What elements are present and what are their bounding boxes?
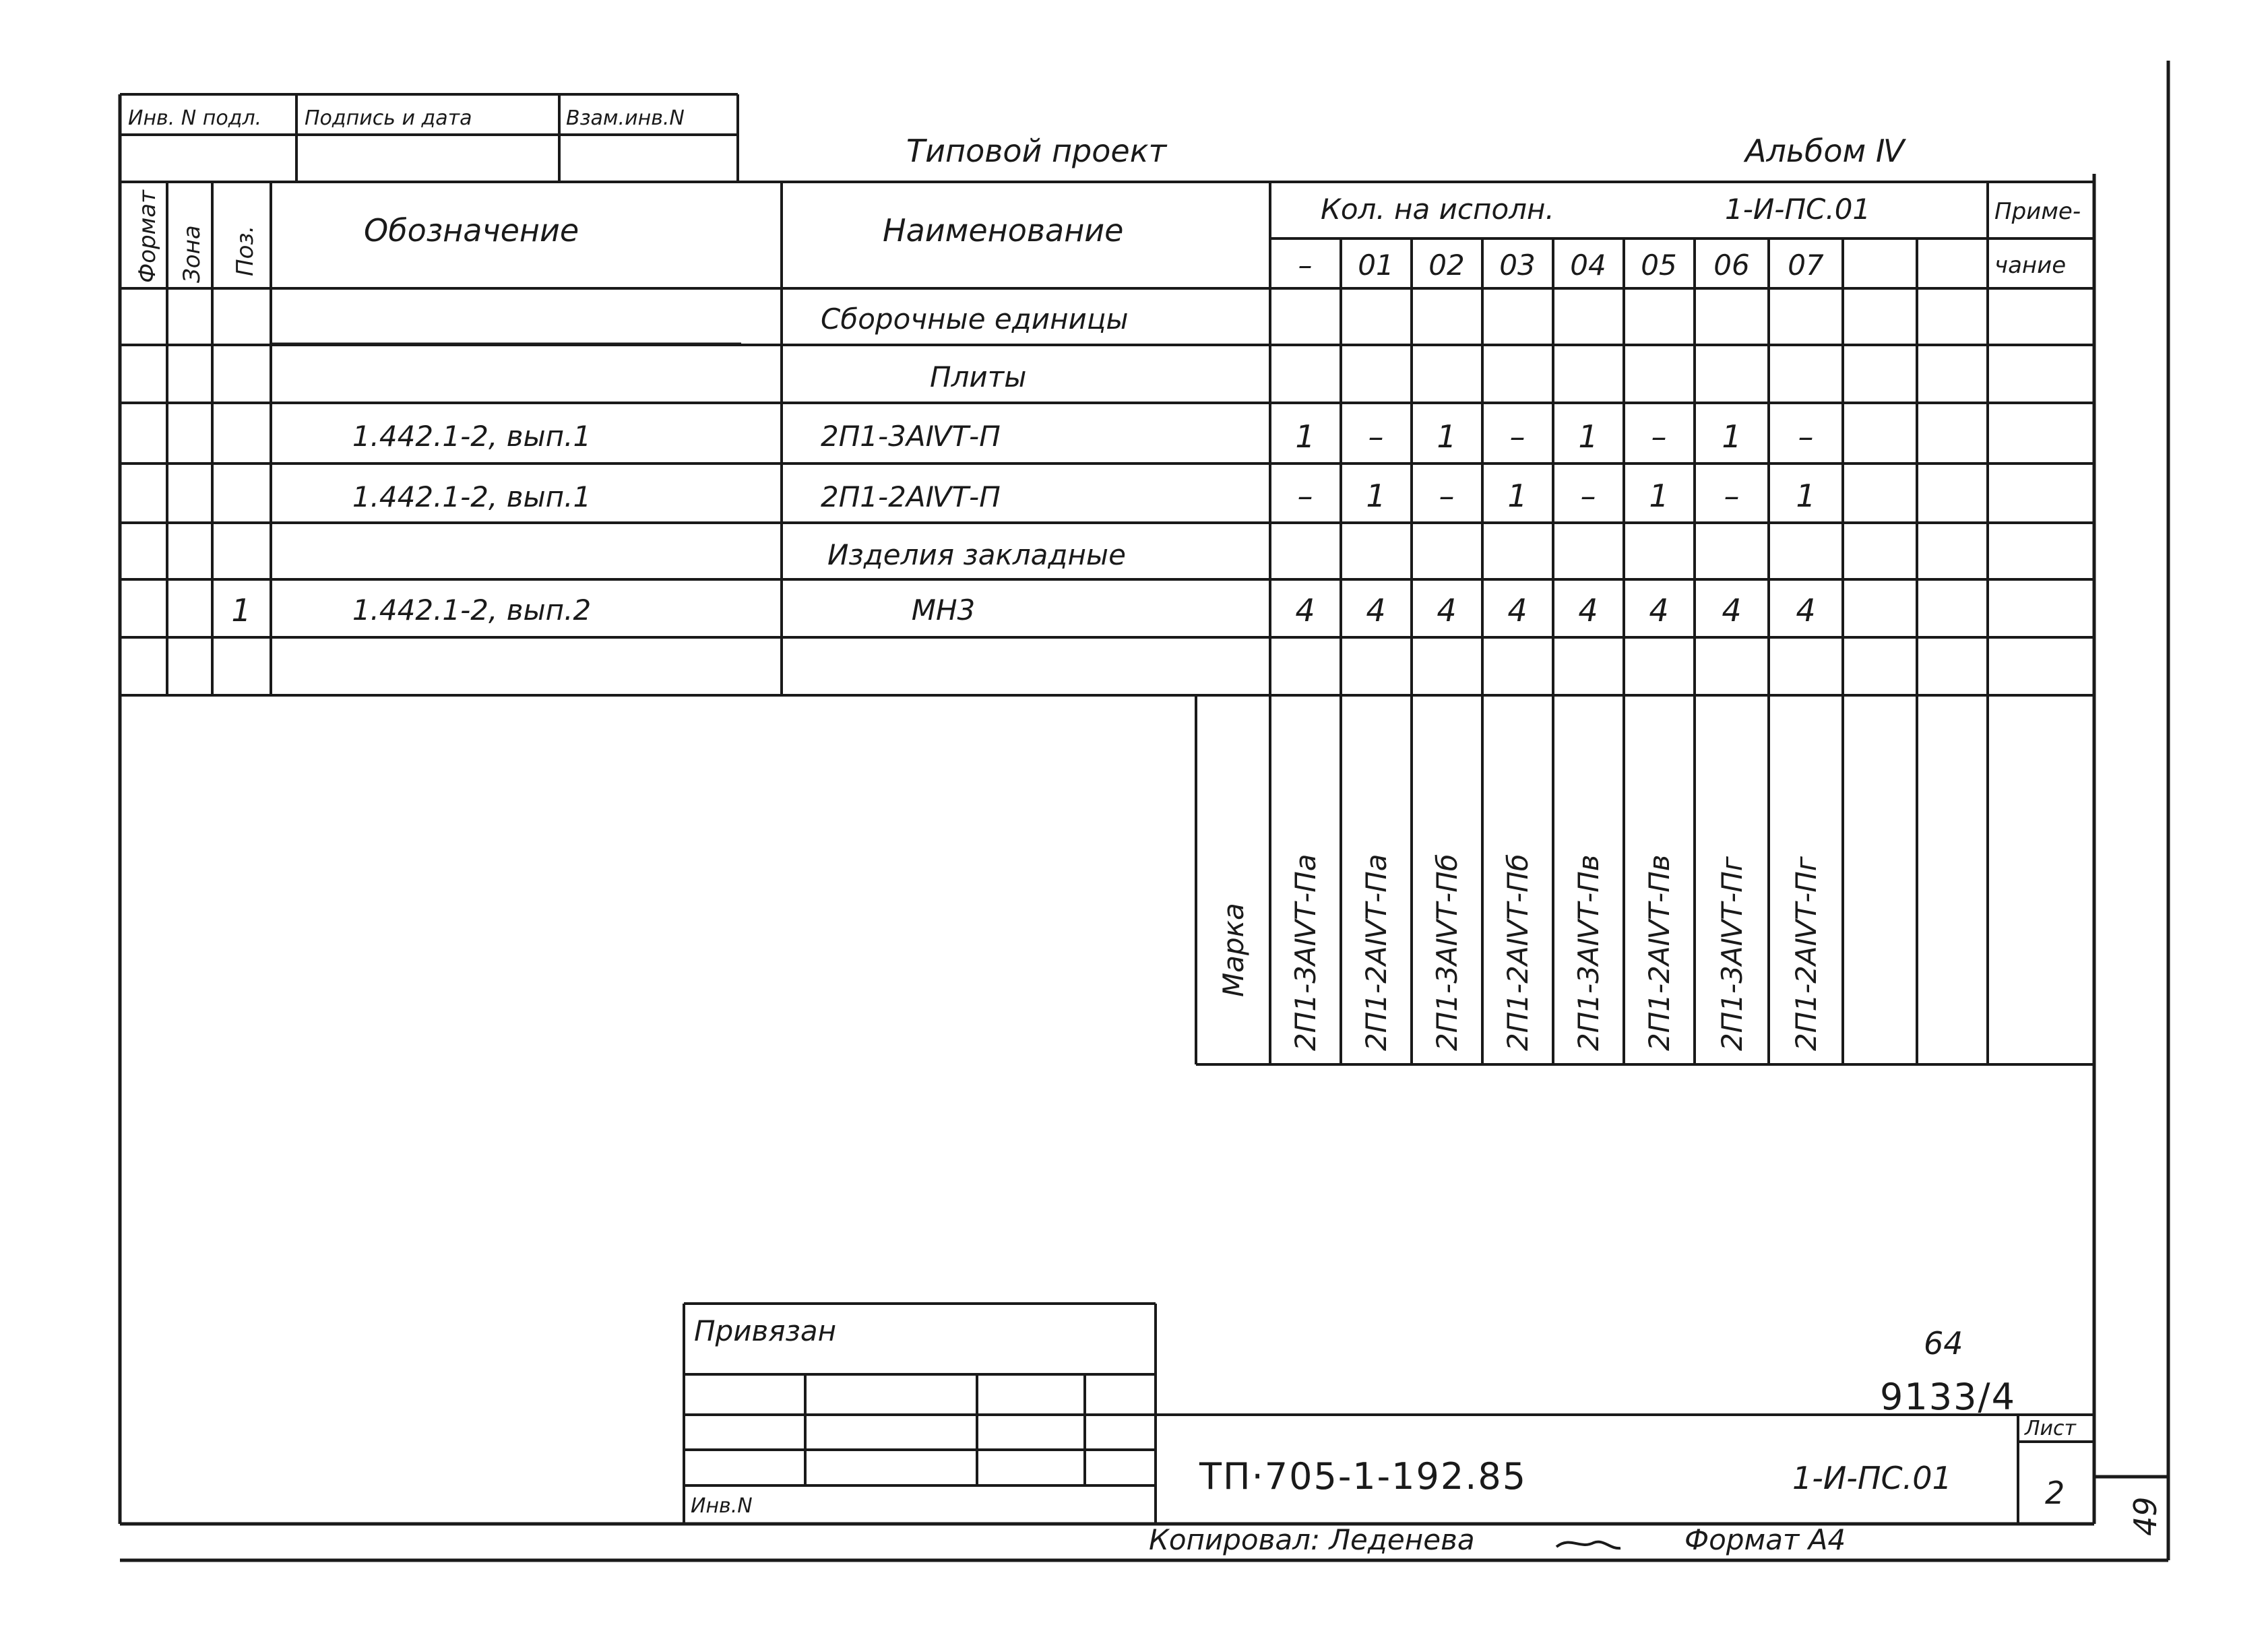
row-qty: 4 [1366, 592, 1386, 629]
row-qty: – [1297, 478, 1313, 514]
variant-header: 07 [1788, 249, 1824, 282]
title-code: ТП·705-1-192.85 [1199, 1455, 1527, 1498]
row-qty: 4 [1649, 592, 1669, 629]
table-row [352, 418, 1814, 455]
row-qty: 4 [1295, 592, 1315, 629]
row-qty: 4 [1722, 592, 1742, 629]
marka-item: 2П1-2АⅣТ-Пв [1643, 854, 1676, 1051]
marka-item: 2П1-3АⅣТ-Па [1289, 854, 1322, 1051]
col-naimenovanie: Наименование [883, 212, 1124, 249]
marka-label: Марка [1217, 903, 1250, 997]
variant-header: – [1298, 249, 1313, 282]
marka-item: 2П1-3АⅣТ-Пг [1715, 856, 1749, 1051]
row-qty: – [1509, 418, 1525, 455]
marka-item: 2П1-2АⅣТ-Па [1360, 854, 1393, 1051]
row-oboznachenie: 1.442.1-2, вып.1 [352, 420, 592, 453]
col-poz: Поз. [232, 225, 259, 276]
row-naimenovanie: Сборочные единицы [821, 302, 1129, 335]
stamp-inv-podl: Инв. N подл. [128, 106, 262, 130]
row-qty: – [1798, 418, 1814, 455]
row-qty: – [1651, 418, 1667, 455]
row-qty: 1 [1722, 418, 1742, 455]
marka-list [1289, 854, 1823, 1051]
table-row [271, 302, 1129, 344]
row-qty: – [1580, 478, 1596, 514]
marka-item: 2П1-3АⅣТ-Пв [1572, 854, 1605, 1051]
header-title: Типовой проект [906, 133, 1167, 169]
row-qty: – [1724, 478, 1740, 514]
variant-header: 01 [1358, 249, 1394, 282]
table-row [231, 592, 1815, 629]
variant-header: 03 [1499, 249, 1536, 282]
row-naimenovanie: 2П1-3АⅣТ-П [821, 420, 1001, 453]
row-qty: 1 [1649, 478, 1669, 514]
format-label: Формат А4 [1684, 1523, 1846, 1556]
stamp-vzam-inv: Взам.инв.N [566, 106, 685, 130]
table-row [930, 360, 1026, 393]
privyazan-inv: Инв.N [691, 1494, 753, 1518]
row-qty: 4 [1437, 592, 1457, 629]
row-qty: 1 [1437, 418, 1457, 455]
archive-no-1: 64 [1924, 1325, 1963, 1362]
col-prim-1: Приме- [1994, 198, 2081, 225]
header-album: Альбом Ⅳ [1745, 133, 1905, 169]
row-qty: 1 [1578, 418, 1598, 455]
variant-header: 02 [1428, 249, 1465, 282]
col-kol-doc: 1-И-ПС.01 [1725, 193, 1871, 226]
table-row [827, 538, 1126, 571]
stamp-podpis-data: Подпись и дата [305, 106, 472, 130]
table-row [352, 478, 1816, 514]
variant-headers [1298, 249, 1824, 282]
privyazan-label: Привязан [694, 1314, 837, 1347]
marka-item: 2П1-2АⅣТ-Пг [1790, 856, 1823, 1051]
row-naimenovanie: 2П1-2АⅣТ-П [821, 480, 1001, 513]
col-zona: Зона [179, 225, 206, 283]
row-qty: 1 [1366, 478, 1386, 514]
row-qty: 1 [1796, 478, 1816, 514]
col-prim-2: чание [1994, 252, 2067, 279]
col-oboznachenie: Обозначение [364, 212, 579, 249]
list-number: 2 [2045, 1475, 2065, 1511]
row-qty: 4 [1507, 592, 1527, 629]
row-naimenovanie: Плиты [930, 360, 1027, 393]
row-oboznachenie: 1.442.1-2, вып.2 [352, 594, 592, 627]
row-oboznachenie: 1.442.1-2, вып.1 [352, 480, 592, 513]
margin-number: 49 [2127, 1496, 2164, 1536]
list-label: Лист [2025, 1417, 2077, 1440]
row-qty: 1 [1507, 478, 1527, 514]
row-qty: – [1439, 478, 1455, 514]
marka-item: 2П1-2АⅣТ-Пб [1501, 854, 1534, 1051]
row-qty: 1 [1295, 418, 1315, 455]
sheet-frame [120, 61, 2168, 1560]
col-format: Формат [134, 190, 161, 283]
row-naimenovanie: МН3 [911, 594, 976, 627]
row-qty: 4 [1578, 592, 1598, 629]
row-qty: – [1368, 418, 1384, 455]
signature-scribble [1556, 1542, 1620, 1549]
col-kol-label: Кол. на исполн. [1321, 193, 1554, 226]
row-qty: 4 [1796, 592, 1816, 629]
variant-header: 06 [1713, 249, 1750, 282]
row-naimenovanie: Изделия закладные [827, 538, 1126, 571]
marka-item: 2П1-3АⅣТ-Пб [1430, 854, 1463, 1051]
variant-header: 04 [1570, 249, 1606, 282]
archive-no-2: 9133/4 [1880, 1376, 2016, 1418]
row-poz: 1 [231, 592, 251, 629]
copied-by: Копировал: Леденева [1149, 1523, 1475, 1556]
title-doc: 1-И-ПС.01 [1792, 1460, 1952, 1496]
variant-header: 05 [1641, 249, 1677, 282]
